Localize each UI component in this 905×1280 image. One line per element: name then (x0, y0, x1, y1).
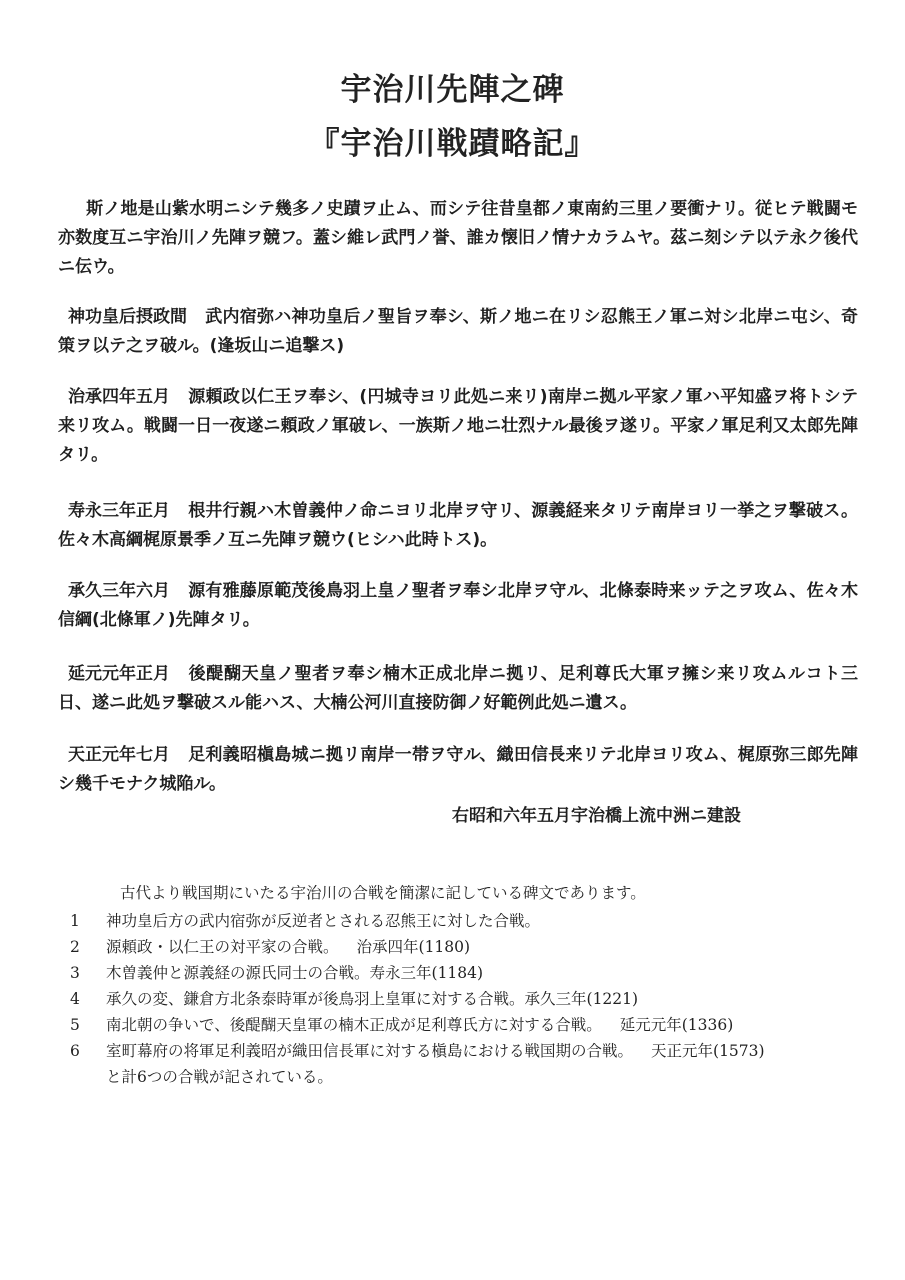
entry-era: 治承四年五月 (68, 387, 170, 407)
summary-item-number: 3 (70, 964, 80, 982)
summary-item (64, 986, 864, 1012)
entry-paragraph (58, 497, 858, 555)
page-title: 宇治川先陣之碑 (340, 72, 565, 108)
page-subtitle: 『宇治川戦蹟略記』 (308, 126, 597, 162)
entry-paragraph (58, 303, 858, 361)
intro-paragraph-text: 斯ノ地是山紫水明ニシテ幾多ノ史蹟ヲ止ム、而シテ往昔皇都ノ東南約三里ノ要衝ナリ。従ヒテ戦闘モ亦数度互ニ宇治川ノ先陣ヲ競フ。蓋シ維レ武門ノ誉、誰カ懐旧ノ情ナカラムヤ。茲ニ刻シテ以テ永ク後代ニ伝ウ。 (58, 199, 858, 277)
summary-item-year: 承久三年(1221) (524, 990, 639, 1008)
summary-item-text: 木曽義仲と源義経の源氏同士の合戦。 (106, 964, 370, 982)
summary-item (64, 908, 864, 934)
entry-text: 源頼政以仁王ヲ奉シ、(円城寺ヨリ此処ニ来リ)南岸ニ拠ル平家ノ軍ハ平知盛ヲ将トシテ来リ攻ム。戦闘一日一夜遂ニ頼政ノ軍破レ、一族斯ノ地ニ壮烈ナル最後ヲ遂リ。平家ノ軍足利又太郎先陣タリ。 (58, 387, 858, 465)
entry-era: 承久三年六月 (68, 581, 170, 601)
summary-intro: 古代より戦国期にいたる宇治川の合戦を簡潔に記している碑文であります。 (120, 884, 646, 902)
entry-paragraph (58, 741, 858, 799)
summary-item-number: 1 (70, 912, 80, 930)
entry-era: 神功皇后摂政間 (68, 307, 187, 327)
entry-era: 寿永三年正月 (68, 501, 170, 521)
entry-era: 延元元年正月 (68, 664, 170, 684)
summary-item (64, 934, 864, 960)
summary-item-number: 2 (70, 938, 80, 956)
summary-item-year: 治承四年(1180) (356, 938, 471, 956)
summary-closing: と計6つの合戦が記されている。 (106, 1068, 333, 1086)
modern-summary (64, 878, 864, 1090)
summary-item-year: 天正元年(1573) (651, 1042, 765, 1060)
summary-item-text: 室町幕府の将軍足利義昭が織田信長軍に対する槇島における戦国期の合戦。 (106, 1042, 634, 1060)
summary-item (64, 960, 864, 986)
entry-era: 天正元年七月 (68, 745, 170, 765)
entry-text: 源有雅藤原範茂後鳥羽上皇ノ聖者ヲ奉シ北岸ヲ守ル、北條泰時来ッテ之ヲ攻ム、佐々木信綱(北條軍ノ)先陣タリ。 (58, 581, 858, 630)
summary-item-number: 5 (70, 1016, 80, 1034)
summary-item-text: 承久の変、鎌倉方北条泰時軍が後鳥羽上皇軍に対する合戦。 (106, 990, 525, 1008)
entry-text: 足利義昭槇島城ニ拠リ南岸一帯ヲ守ル、織田信長来リテ北岸ヨリ攻ム、梶原弥三郎先陣シ幾千モナク城陥ル。 (58, 745, 858, 794)
entry-text: 武内宿弥ハ神功皇后ノ聖旨ヲ奉シ、斯ノ地ニ在リシ忍熊王ノ軍ニ対シ北岸ニ屯シ、奇策ヲ以テ之ヲ破ル。(逢坂山ニ追撃ス) (58, 307, 858, 356)
summary-item-text: 源頼政・以仁王の対平家の合戦。 (106, 938, 339, 956)
entry-paragraph (58, 383, 858, 470)
summary-item (64, 1012, 864, 1038)
summary-item-year: 延元元年(1336) (619, 1016, 734, 1034)
entry-text: 根井行親ハ木曽義仲ノ命ニヨリ北岸ヲ守リ、源義経来タリテ南岸ヨリ一挙之ヲ撃破ス。佐々木高綱梶原景季ノ互ニ先陣ヲ競ウ(ヒシハ此時トス)。 (58, 501, 858, 550)
construction-note: 右昭和六年五月宇治橋上流中洲ニ建設 (452, 806, 741, 826)
summary-item-year: 寿永三年(1184) (369, 964, 484, 982)
entry-text: 後醍醐天皇ノ聖者ヲ奉シ楠木正成北岸ニ拠リ、足利尊氏大軍ヲ擁シ来リ攻ムルコト三日、遂ニ此処ヲ撃破スル能ハス、大楠公河川直接防御ノ好範例此処ニ遺ス。 (58, 664, 858, 713)
summary-item-number: 6 (70, 1042, 80, 1060)
entry-paragraph (58, 660, 858, 718)
summary-item (64, 1038, 864, 1064)
summary-item-number: 4 (70, 990, 80, 1008)
summary-item-text: 南北朝の争いで、後醍醐天皇軍の楠木正成が足利尊氏方に対する合戦。 (106, 1016, 602, 1034)
entry-paragraph (58, 577, 858, 635)
intro-paragraph (58, 195, 858, 282)
summary-item-text: 神功皇后方の武内宿弥が反逆者とされる忍熊王に対した合戦。 (106, 912, 541, 930)
